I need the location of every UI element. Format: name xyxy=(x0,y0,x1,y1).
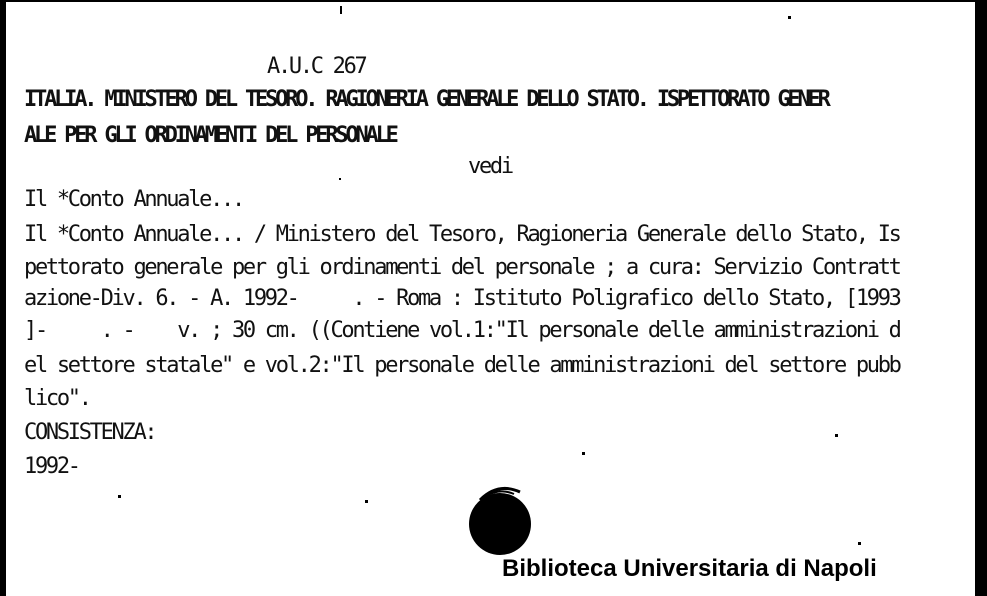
heading-line-1: ITALIA. MINISTERO DEL TESORO. RAGIONERIA GENERALE DELLO STATO. ISPETTORATO GENER xyxy=(24,87,828,112)
description-line-1: Il *Conto Annuale... / Ministero del Tesoro, Ragioneria Generale dello Stato, Is xyxy=(24,222,900,247)
card-left-edge xyxy=(0,0,6,596)
scan-speck xyxy=(835,434,838,437)
card-top-edge xyxy=(0,0,987,2)
description-line-6: lico". xyxy=(24,386,90,411)
scan-speck xyxy=(365,500,368,503)
card-right-edge xyxy=(975,0,987,596)
scan-speck xyxy=(339,178,341,180)
scan-speck xyxy=(582,452,585,455)
holdings-value: 1992- xyxy=(24,454,79,479)
description-line-5: el settore statale" e vol.2:"Il personale delle amministrazioni del settore pubb xyxy=(24,353,900,378)
shelf-code: A.U.C 267 xyxy=(267,54,366,79)
title-reference: Il *Conto Annuale... xyxy=(24,187,243,212)
description-line-2: pettorato generale per gli ordinamenti del personale ; a cura: Servizio Contratt xyxy=(24,255,900,280)
holdings-label: CONSISTENZA: xyxy=(24,420,156,445)
library-stamp-seal xyxy=(468,478,538,558)
description-line-4: ]- . - v. ; 30 cm. ((Contiene vol.1:"Il personale delle amministrazioni d xyxy=(24,318,900,343)
scan-speck xyxy=(858,542,861,545)
heading-line-2: ALE PER GLI ORDINAMENTI DEL PERSONALE xyxy=(24,123,396,148)
library-name: Biblioteca Universitaria di Napoli xyxy=(502,555,877,582)
scan-speck xyxy=(788,16,791,19)
description-line-3: azione-Div. 6. - A. 1992- . - Roma : Istituto Poligrafico dello Stato, [1993 xyxy=(24,286,900,311)
scan-speck xyxy=(340,6,342,14)
see-label: vedi xyxy=(468,154,512,179)
scan-speck xyxy=(118,495,121,498)
